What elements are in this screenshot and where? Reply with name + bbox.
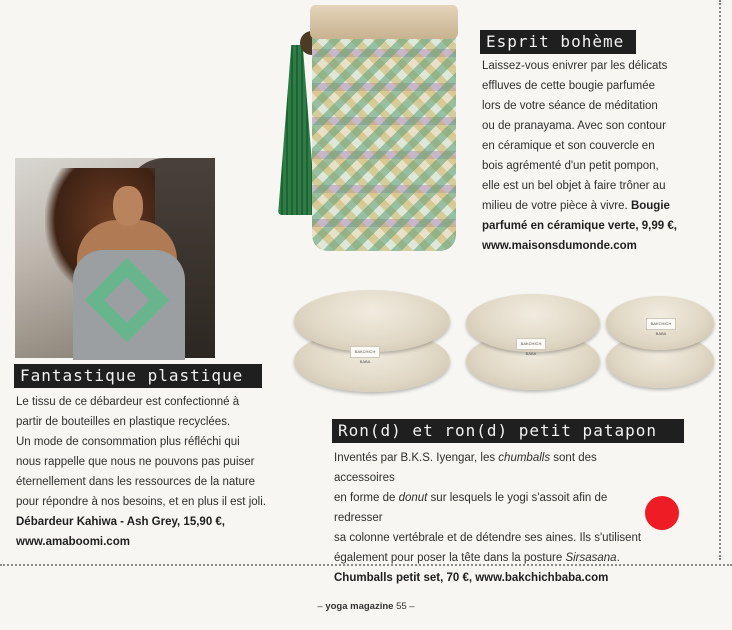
chumballs-image [290, 288, 718, 406]
tank-top-photo [15, 158, 193, 358]
tassel [278, 45, 316, 215]
page-footer: – yoga magazine 55 – [317, 601, 415, 612]
candle-image [270, 5, 470, 255]
text-chumballs: Inventés par B.K.S. Iyengar, les chumballs sont des accessoires en forme de donut sur lesquels le yogi s'assoit afin de redresser sa colonne vertébrale et de détendre ses aines. Ils s'utilisent également pour poser la tête dans la posture Sirsasana. Chumballs petit set, 70 €, www.bakchichbaba.com [334, 448, 654, 588]
text-esprit-boheme: Laissez-vous enivrer par les délicats effluves de cette bougie parfumée lors de votre séance de méditation ou de pranayama. Avec son contour en céramique et son couvercle en bois agrémenté d'un petit pompon, elle est un bel objet à faire trôner au milieu de votre pièce à vivre. Bougie parfumé en céramique verte, 9,99 €, www.maisonsdumonde.com [482, 56, 710, 256]
site-tank: www.amaboomi.com [16, 536, 130, 548]
heading-rond-petit-patapon: Ron(d) et ron(d) petit patapon [332, 419, 684, 443]
brand-tag: BAKCHICH BABA [646, 318, 676, 330]
heading-esprit-boheme: Esprit bohème [480, 30, 636, 54]
wooden-lid [310, 5, 458, 39]
text-fantastique-plastique: Le tissu de ce débardeur est confectionné à partir de bouteilles en plastique recyclées. Un mode de consommation plus réfléchi qui nous rappelle que nous ne pouvons pas puiser éternellement dans les ressources de la nature pour répondre à nos besoins, et en plus il est joli. Débardeur Kahiwa - Ash Grey, 15,90 €, www.amaboomi.com [16, 392, 278, 552]
heading-fantastique-plastique: Fantastique plastique [14, 364, 262, 388]
magazine-name: yoga magazine [325, 601, 394, 612]
dotted-frame-right [719, 0, 721, 560]
brand-tag: BAKCHICH BABA [516, 338, 546, 350]
red-dot-marker [645, 496, 679, 530]
page-number: 55 [396, 601, 407, 612]
site-candle: www.maisonsdumonde.com [482, 240, 637, 252]
ceramic-jar [312, 35, 456, 251]
product-name-chumballs: Chumballs petit set, 70 €, www.bakchichbaba.com [334, 572, 609, 584]
product-name-tank: Débardeur Kahiwa - Ash Grey, 15,90 €, [16, 516, 225, 528]
brand-tag: BAKCHICH BABA [350, 346, 380, 358]
product-name-candle: Bougie [630, 200, 670, 212]
